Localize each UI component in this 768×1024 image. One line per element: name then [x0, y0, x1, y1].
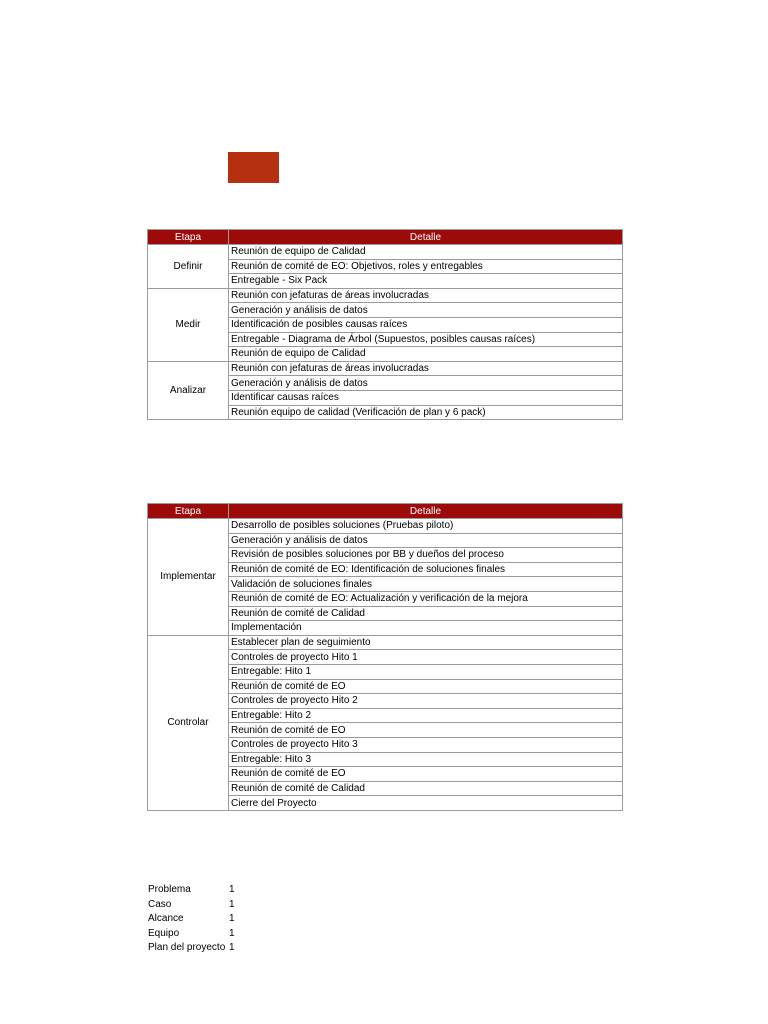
- header-etapa: Etapa: [148, 230, 229, 245]
- header-detalle: Detalle: [229, 230, 623, 245]
- table-row: [148, 361, 623, 376]
- detail-cell: Reunión de comité de Calidad: [229, 781, 623, 796]
- table-row: [148, 245, 623, 260]
- detail-cell: Validación de soluciones finales: [229, 577, 623, 592]
- detail-cell: Desarrollo de posibles soluciones (Pruebas piloto): [229, 519, 623, 534]
- plan-table-1: [147, 229, 623, 420]
- summary-label: Equipo: [148, 927, 180, 939]
- detail-cell: Generación y análisis de datos: [229, 533, 623, 548]
- detail-cell: Reunión de comité de Calidad: [229, 606, 623, 621]
- detail-cell: Reunión de equipo de Calidad: [229, 347, 623, 362]
- stage-cell: Definir: [148, 245, 229, 289]
- detail-cell: Entregable: Hito 3: [229, 752, 623, 767]
- red-color-block: [228, 152, 279, 183]
- detail-cell: Entregable - Six Pack: [229, 274, 623, 289]
- detail-cell: Generación y análisis de datos: [229, 376, 623, 391]
- detail-cell: Implementación: [229, 621, 623, 636]
- detail-cell: Cierre del Proyecto: [229, 796, 623, 811]
- detail-cell: Controles de proyecto Hito 2: [229, 694, 623, 709]
- stage-cell: Analizar: [148, 361, 229, 419]
- table-row: [148, 635, 623, 650]
- detail-cell: Reunión equipo de calidad (Verificación de plan y 6 pack): [229, 405, 623, 420]
- detail-cell: Entregable: Hito 2: [229, 708, 623, 723]
- summary-label: Problema: [148, 884, 191, 895]
- detail-cell: Identificación de posibles causas raíces: [229, 317, 623, 332]
- summary-value: 1: [229, 942, 235, 954]
- detail-cell: Controles de proyecto Hito 3: [229, 737, 623, 752]
- header-detalle: Detalle: [229, 504, 623, 519]
- detail-cell: Reunión de comité de EO: [229, 767, 623, 782]
- stage-cell: Medir: [148, 288, 229, 361]
- detail-cell: Entregable - Diagrama de Árbol (Supuestos, posibles causas raíces): [229, 332, 623, 347]
- table-row: [148, 288, 623, 303]
- table-header-row: [148, 230, 623, 245]
- detail-cell: Reunión de equipo de Calidad: [229, 245, 623, 260]
- stage-cell: Controlar: [148, 635, 229, 810]
- detail-cell: Reunión de comité de EO: Actualización y verificación de la mejora: [229, 591, 623, 606]
- detail-cell: Entregable: Hito 1: [229, 664, 623, 679]
- detail-cell: Establecer plan de seguimiento: [229, 635, 623, 650]
- plan-table-2: [147, 503, 623, 811]
- table-header-row: [148, 504, 623, 519]
- detail-cell: Reunión con jefaturas de áreas involucradas: [229, 361, 623, 376]
- summary-label: Caso: [148, 898, 172, 910]
- detail-cell: Controles de proyecto Hito 1: [229, 650, 623, 665]
- summary-value: 1: [229, 913, 235, 925]
- detail-cell: Reunión de comité de EO: Objetivos, roles y entregables: [229, 259, 623, 274]
- detail-cell: Generación y análisis de datos: [229, 303, 623, 318]
- detail-cell: Reunión de comité de EO: Identificación de soluciones finales: [229, 562, 623, 577]
- stage-cell: Implementar: [148, 519, 229, 636]
- detail-cell: Reunión de comité de EO: [229, 679, 623, 694]
- summary-label: Plan del proyecto: [148, 942, 226, 954]
- table-row: [148, 519, 623, 534]
- summary-value: 1: [229, 927, 235, 939]
- detail-cell: Reunión de comité de EO: [229, 723, 623, 738]
- summary-label: Alcance: [148, 913, 184, 925]
- summary-value: 1: [229, 898, 235, 910]
- detail-cell: Identificar causas raíces: [229, 390, 623, 405]
- detail-cell: Reunión con jefaturas de áreas involucradas: [229, 288, 623, 303]
- header-etapa: Etapa: [148, 504, 229, 519]
- summary-value: 1: [229, 884, 235, 895]
- detail-cell: Revisión de posibles soluciones por BB y dueños del proceso: [229, 548, 623, 563]
